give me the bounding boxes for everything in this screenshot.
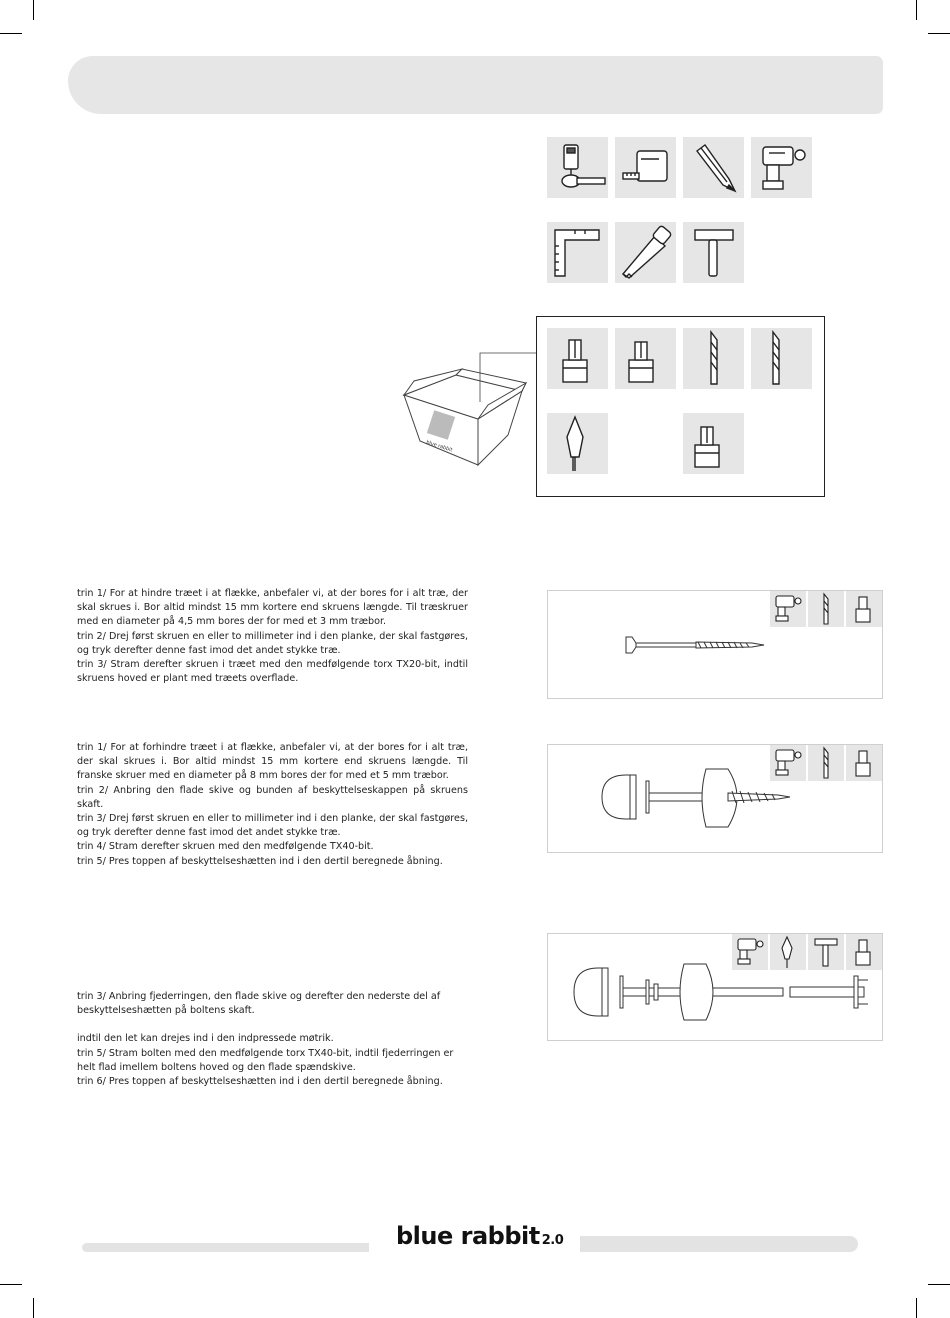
crop-mark (0, 33, 22, 34)
spade-bit-icon (547, 413, 608, 474)
drill-bit-icon (808, 745, 844, 781)
package-box-illustration (400, 345, 540, 470)
brand-version: 2.0 (541, 1233, 564, 1248)
power-drill-icon (770, 591, 806, 627)
wood-screw-illustration (624, 633, 766, 657)
section-1-text (77, 587, 468, 686)
section-2-line: trin 4/ Stram derefter skruen med den medfølgende TX40-bit. (77, 841, 374, 853)
drill-bit-icon (683, 328, 744, 389)
section-2-text (77, 741, 468, 869)
crop-mark (0, 1284, 22, 1285)
crop-mark (916, 0, 917, 20)
crop-mark (928, 33, 950, 34)
section-3-line: indtil den let kan drejes ind i den indpressede møtrik. (77, 1033, 334, 1045)
pencil-icon (683, 137, 744, 198)
section-2-line: trin 2/ Anbring den flade skive og bunden af beskyttelseskappen på skruens skaft. (77, 784, 468, 810)
lag-screw-illustration (598, 767, 798, 832)
section-3-line: trin 5/ Stram bolten med den medfølgende torx TX40-bit, indtil fjederringen er helt flad imellem boltens hoved og den flade spændskive. (77, 1047, 454, 1073)
torx-bit-icon (846, 745, 882, 781)
section-1-line: trin 3/ Stram derefter skruen i træet med den medfølgende torx TX20-bit, indtil skruens hoved er plant med træets overflade. (77, 659, 468, 685)
tape-measure-icon (615, 137, 676, 198)
box-logo-text: blue rabbit (425, 439, 454, 454)
bolt-panel (547, 933, 883, 1041)
crop-mark (33, 0, 34, 20)
section-2-line: trin 1/ For at forhindre træet i at flække, anbefaler vi, at der bores for i alt træ, der skal skrues i. Bor altid mindst 15 mm kortere end skruens længde. Til franske skruer med en diameter på 8 mm bores der for med et 5 mm træbor. (77, 742, 468, 782)
header-bar (68, 56, 883, 114)
section-2-line: trin 5/ Pres toppen af beskyttelseshætten ind i den dertil beregnede åbning. (77, 855, 443, 867)
torx-bit-icon (615, 328, 676, 389)
section-3-text (77, 990, 468, 1089)
hammer-icon (683, 222, 744, 283)
drill-bit-icon (808, 591, 844, 627)
wood-screw-panel (547, 590, 883, 699)
socket-wrench-icon (547, 137, 608, 198)
footer-bar-left (82, 1243, 369, 1252)
section-3-line: trin 3/ Anbring fjederringen, den flade skive og derefter den nederste del af beskyttelseshætten på boltens skaft. (77, 991, 441, 1017)
drill-bit-icon (751, 328, 812, 389)
section-2-line: trin 3/ Drej først skruen en eller to millimeter ind i den planke, der skal fastgøres, og tryk derefter denne fast imod det andet stykke træ. (77, 813, 468, 839)
brand-name: blue rabbit (396, 1222, 540, 1250)
try-square-icon (547, 222, 608, 283)
torx-bit-icon (547, 328, 608, 389)
section-1-line: trin 2/ Drej først skruen en eller to millimeter ind i den planke, der skal fastgøres, og tryk derefter denne fast imod det andet stykke træ. (77, 630, 468, 656)
footer-bar-right (580, 1236, 858, 1252)
torx-bit-icon (846, 591, 882, 627)
torx-bit-icon (683, 413, 744, 474)
crop-mark (916, 1298, 917, 1318)
section-1-line: trin 1/ For at hindre træet i at flække, anbefaler vi, at der bores for i alt træ, der skal skrues i. Bor altid mindst 15 mm kortere end skruens længde. Til træskruer med en diameter på 4,5 mm bores der for med et 3 mm træbor. (77, 588, 468, 628)
bolt-illustration (572, 962, 872, 1022)
section-3-line (77, 1018, 468, 1032)
crop-mark (928, 1284, 950, 1285)
power-drill-icon (751, 137, 812, 198)
section-3-line: trin 6/ Pres toppen af beskyttelseshætten ind i den dertil beregnede åbning. (77, 1076, 443, 1088)
brand-logo (396, 1222, 563, 1250)
lag-screw-panel (547, 744, 883, 853)
saw-icon (615, 222, 676, 283)
crop-mark (33, 1298, 34, 1318)
